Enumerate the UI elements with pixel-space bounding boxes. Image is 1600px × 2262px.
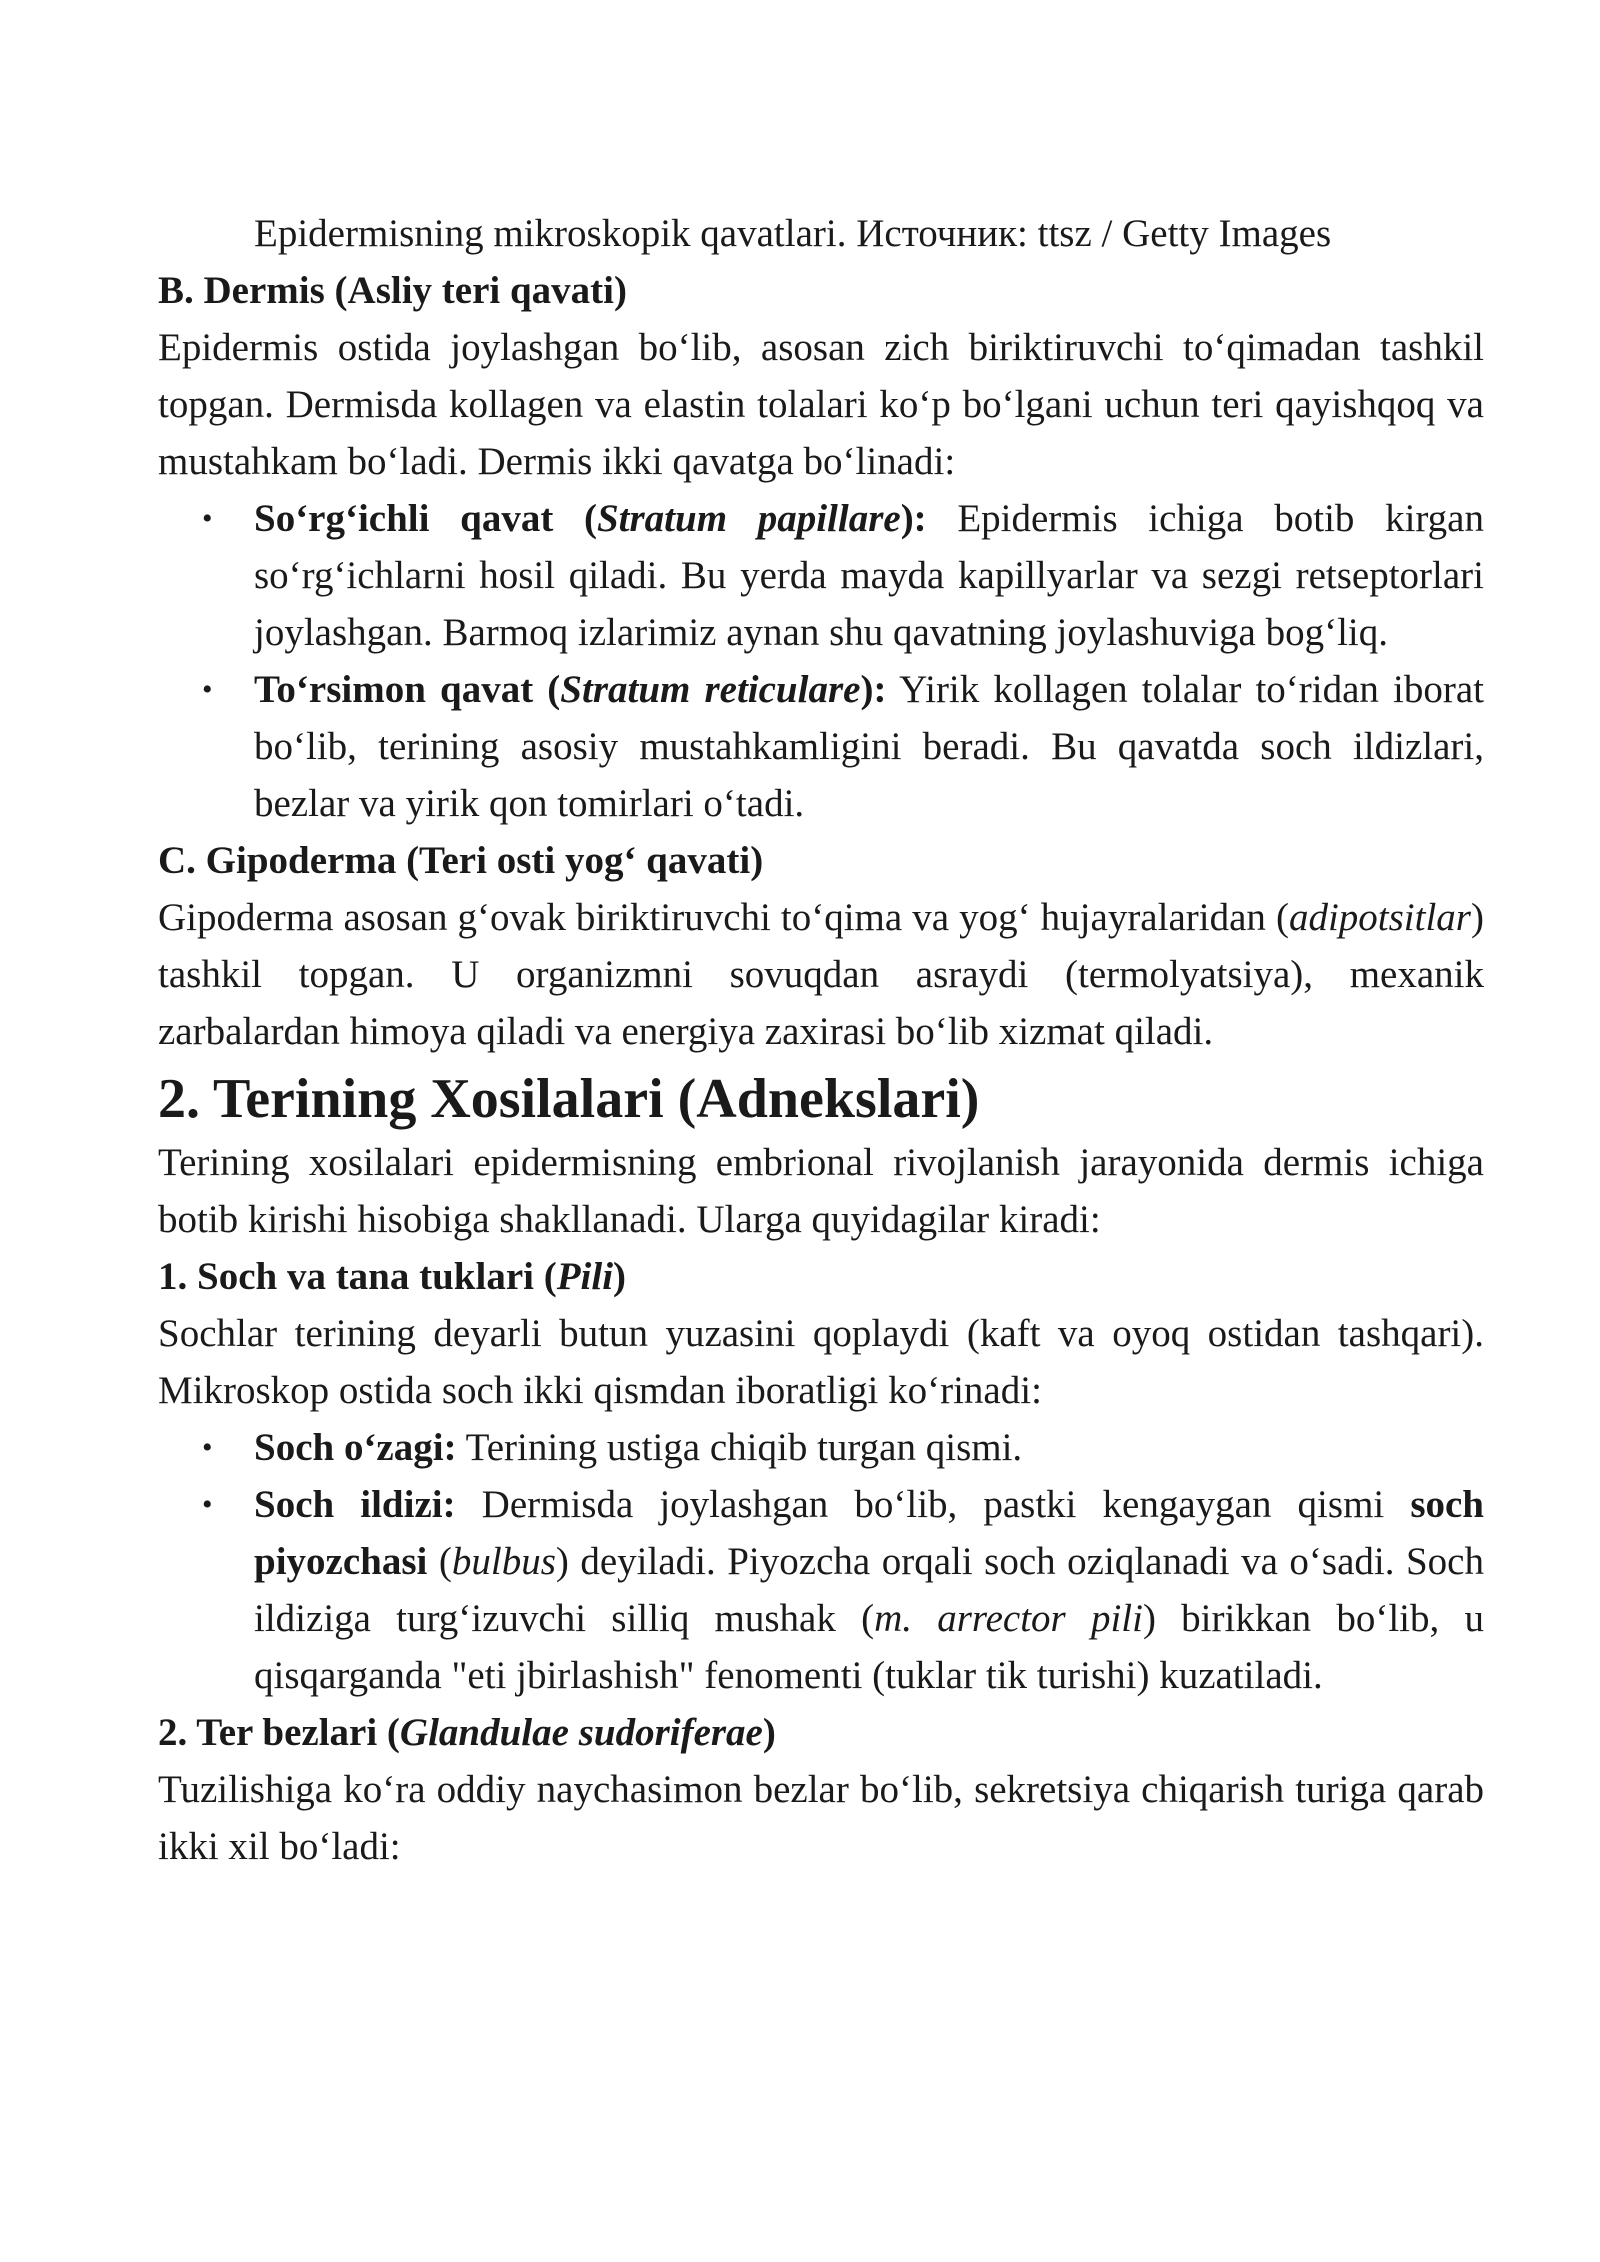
text: Gipoderma asosan g‘ovak biriktiruvchi to‘qima va yog‘ hujayralaridan ( [158,896,1289,939]
hypodermis-heading: C. Gipoderma (Teri osti yog‘ qavati) [158,839,764,882]
dermis-heading: B. Dermis (Asliy teri qavati) [158,269,627,312]
latin-term: Stratum papillare [596,497,901,540]
heading-text: ) [613,1255,627,1298]
hair-heading [158,1248,1484,1305]
latin-term: Glandulae sudoriferae [399,1711,763,1754]
text: ) tashkil topgan. U organizmni sovuqdan asraydi (termolyatsiya), mexanik zarbalardan himoya qiladi va energiya zaxirasi bo‘lib xizmat qiladi. [158,896,1484,1053]
heading-text: ) [762,1711,776,1754]
bullet-icon: • [202,1431,213,1464]
section-2-title: 2. Terining Xosilalari (Adnekslari) [158,1068,980,1130]
list-item-papillary [158,490,1484,661]
item-text: Terining ustiga chiqib turgan qismi. [456,1426,1023,1469]
list-item-hair-root [158,1476,1484,1704]
term-label-end: ): [900,497,927,540]
bullet-icon: • [202,502,213,535]
hair-paragraph: Sochlar terining deyarli butun yuzasini qoplaydi (kaft va oyoq ostidan tashqari). Mikroskop ostida soch ikki qismdan iboratligi ko‘rinadi: [158,1312,1484,1412]
latin-term: Pili [556,1255,614,1298]
latin-term: bulbus [451,1540,556,1583]
item-text: ( [427,1540,452,1583]
item-text: Dermisda joylashgan bo‘lib, pastki kengaygan qismi [455,1483,1411,1526]
heading-text: 1. Soch va tana tuklari ( [158,1255,557,1298]
heading-text: 2. Ter bezlari ( [158,1711,400,1754]
bullet-icon: • [202,1488,213,1521]
dermis-layers-list [158,490,1484,832]
dermis-paragraph: Epidermis ostida joylashgan bo‘lib, asosan zich biriktiruvchi to‘qimadan tashkil topgan. Dermisda kollagen va elastin tolalari ko‘p bo‘lgani uchun teri qayishqoq va mustahkam bo‘ladi. Dermis ikki qavatga bo‘linadi: [158,326,1484,483]
bullet-icon: • [202,673,213,706]
term-label: Soch ildizi: [254,1483,456,1526]
term-label: soch piyozchasi [254,1483,1484,1583]
sweat-glands-heading [158,1704,1484,1761]
figure-caption: Epidermisning mikroskopik qavatlari. Источник: ttsz / Getty Images [254,212,1332,255]
term-label-end: ): [860,668,887,711]
hair-parts-list [158,1419,1484,1704]
section-2-paragraph: Terining xosilalari epidermisning embrional rivojlanish jarayonida dermis ichiga botib kirishi hisobiga shakllanadi. Ularga quyidagilar kiradi: [158,1141,1484,1241]
term-label: So‘rg‘ichli qavat ( [254,497,597,540]
latin-term: Stratum reticulare [560,668,861,711]
term-label: Soch o‘zagi: [254,1426,457,1469]
list-item-hair-shaft [158,1419,1484,1476]
hypodermis-paragraph [158,889,1484,1060]
sweat-glands-paragraph: Tuzilishiga ko‘ra oddiy naychasimon bezlar bo‘lib, sekretsiya chiqarish turiga qarab ikki xil bo‘ladi: [158,1768,1484,1868]
item-text: Epidermis ichiga botib kirgan so‘rg‘ichlarni hosil qiladi. Bu yerda mayda kapillyarlar va sezgi retseptorlari joylashgan. Barmoq izlarimiz aynan shu qavatning joylashuviga bog‘liq. [254,497,1484,654]
item-text: ) birikkan bo‘lib, u qisqarganda "eti jbirlashish" fenomenti (tuklar tik turishi) kuzatiladi. [254,1597,1484,1697]
latin-term: m. arrector pili [874,1597,1143,1640]
item-text: Yirik kollagen tolalar to‘ridan iborat bo‘lib, terining asosiy mustahkamligini beradi. Bu qavatda soch ildizlari, bezlar va yirik qon tomirlari o‘tadi. [254,668,1484,825]
item-text: ) deyiladi. Piyozcha orqali soch oziqlanadi va o‘sadi. Soch ildiziga turg‘izuvchi silliq mushak ( [254,1540,1484,1640]
latin-term: adipotsitlar [1288,896,1471,939]
term-label: To‘rsimon qavat ( [254,668,561,711]
list-item-reticular [158,661,1484,832]
